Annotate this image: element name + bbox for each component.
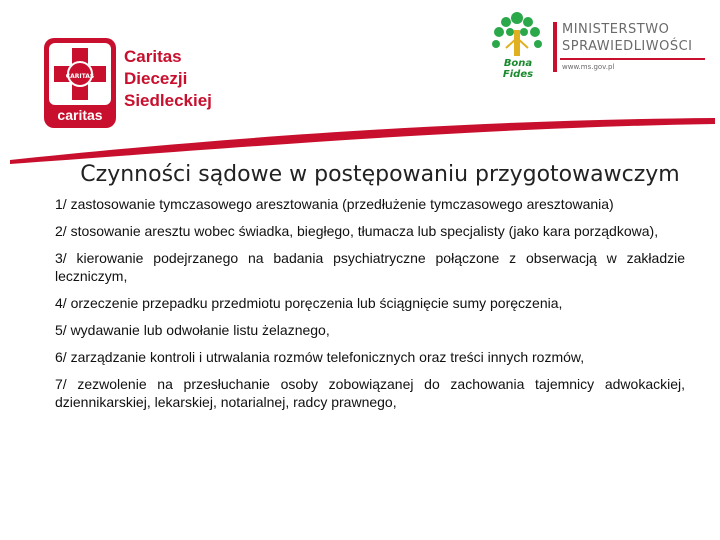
caritas-name-line-1: Caritas [124, 47, 182, 66]
list-item: 3/ kierowanie podejrzanego na badania psychiatryczne połączone z obserwacją w zakładzie leczniczym, [55, 250, 685, 284]
slide-header [0, 0, 720, 170]
list-item: 5/ wydawanie lub odwołanie listu żelaznego, [55, 322, 330, 338]
caritas-name-line-2: Diecezji [124, 69, 188, 88]
list-item: 4/ orzeczenie przepadku przedmiotu poręczenia lub ściągnięcie sumy poręczenia, [55, 295, 563, 311]
ministry-emblem-bar [553, 22, 557, 72]
bona-fides-label: Bona Fides [502, 58, 534, 80]
ministry-url: www.ms.gov.pl [562, 63, 615, 71]
slide-title: Czynności sądowe w postępowaniu przygotowawczym [80, 162, 680, 187]
list-item: 1/ zastosowanie tymczasowego aresztowania (przedłużenie tymczasowego aresztowania) [55, 196, 614, 212]
ministry-name-line-1: MINISTERSTWO [562, 22, 670, 37]
caritas-logo-text-bottom: caritas [57, 107, 103, 123]
list-item: 7/ zezwolenie na przesłuchanie osoby zobowiązanej do zachowania tajemnicy adwokackiej, dziennikarskiej, lekarskiej, notarialnej, radcy prawnego, [55, 376, 685, 410]
list-item: 2/ stosowanie aresztu wobec świadka, biegłego, tłumacza lub specjalisty (jako kara porządkowa), [55, 223, 659, 239]
caritas-organization-name [124, 46, 212, 112]
slide-content [55, 195, 685, 420]
ministry-name-line-2: SPRAWIEDLIWOŚCI [562, 39, 693, 54]
list-item: 6/ zarządzanie kontroli i utrwalania rozmów telefonicznych oraz treści innych rozmów, [55, 349, 585, 365]
caritas-name-line-3: Siedleckiej [124, 91, 212, 110]
ministry-divider [560, 58, 705, 60]
caritas-logo-text-top: CARITAS [65, 73, 95, 80]
caritas-cross-logo-icon [44, 38, 116, 128]
